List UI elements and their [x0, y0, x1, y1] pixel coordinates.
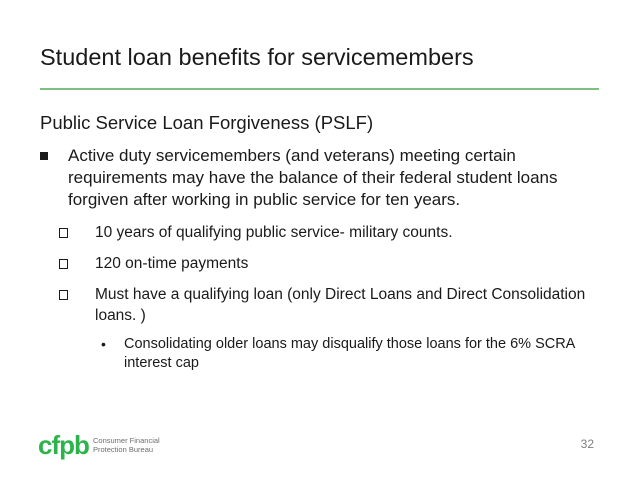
sub-sub-bullet-text: Consolidating older loans may disqualify those loans for the 6% SCRA interest cap	[124, 336, 575, 371]
logo-subtitle-line1: Consumer Financial	[93, 436, 160, 445]
sub-bullet-item	[58, 284, 598, 326]
section-heading: Public Service Loan Forgiveness (PSLF)	[40, 112, 374, 133]
logo-subtitle	[93, 436, 160, 454]
dot-bullet-icon: •	[101, 336, 106, 352]
checkbox-bullet-icon	[59, 259, 68, 269]
cfpb-logo	[38, 432, 188, 458]
logo-wordmark: cfpb	[38, 430, 89, 460]
bullet-text: Active duty servicemembers (and veterans) meeting certain requirements may have the balance of their federal student loans forgiven after working in public service for ten years.	[68, 146, 558, 209]
logo-subtitle-line2: Protection Bureau	[93, 445, 154, 454]
title-divider	[40, 88, 599, 90]
cfpb-logo-mark	[38, 432, 89, 458]
sub-bullet-item	[58, 253, 598, 274]
checkbox-bullet-icon	[59, 228, 68, 238]
sub-bullet-text: Must have a qualifying loan (only Direct Loans and Direct Consolidation loans. )	[95, 286, 586, 324]
sub-bullet-item	[58, 222, 598, 243]
sub-bullet-text: 120 on-time payments	[95, 255, 249, 272]
checkbox-bullet-icon	[59, 290, 68, 300]
bullet-item	[40, 145, 600, 211]
page-number: 32	[580, 437, 594, 451]
square-bullet-icon	[40, 152, 48, 160]
slide-title: Student loan benefits for servicemembers	[40, 44, 474, 70]
sub-bullet-text: 10 years of qualifying public service- military counts.	[95, 224, 453, 241]
sub-sub-bullet-item	[98, 335, 588, 373]
